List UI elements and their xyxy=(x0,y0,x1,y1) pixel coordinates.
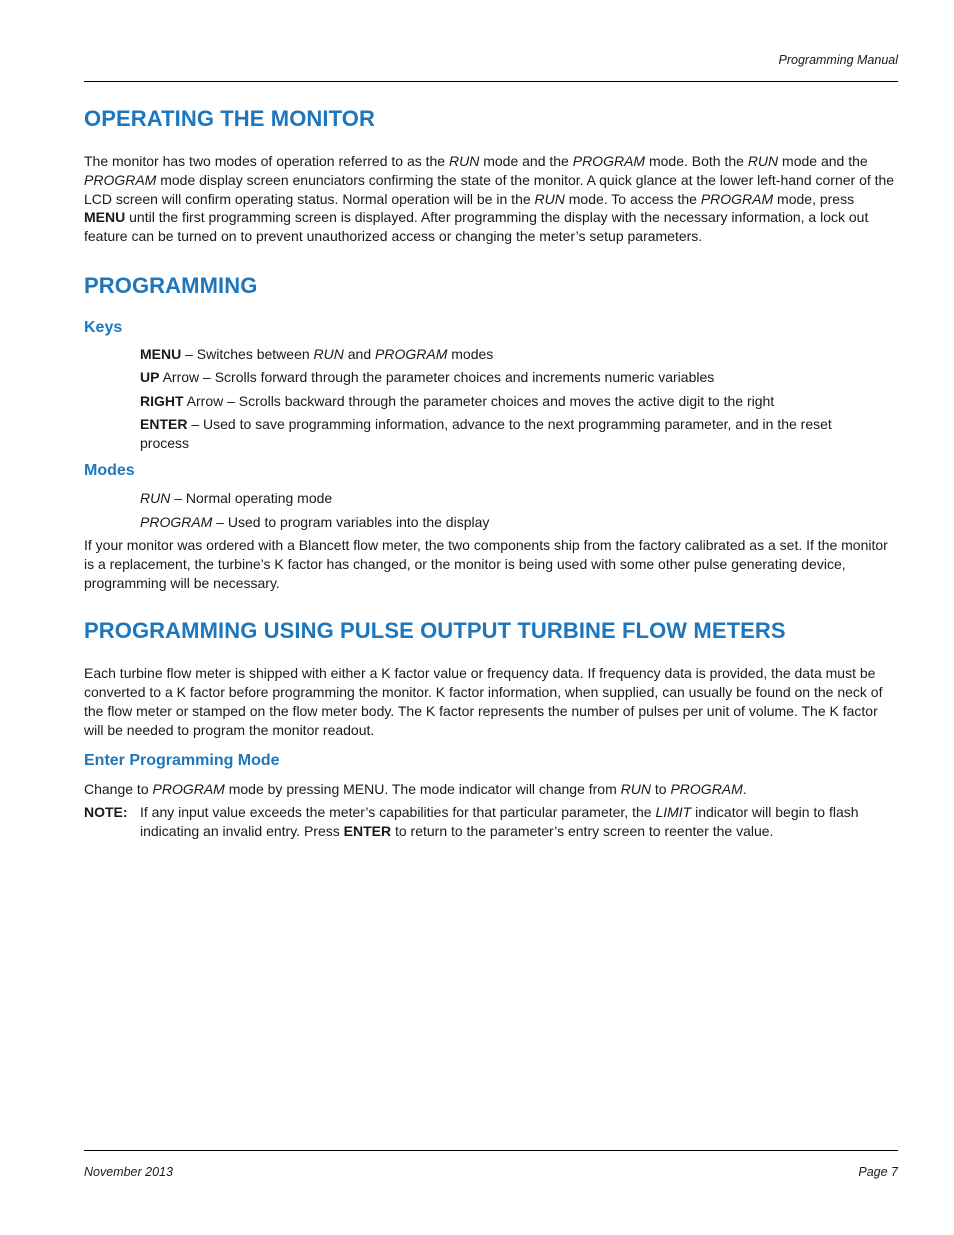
note-block xyxy=(84,803,898,841)
operating-paragraph: The monitor has two modes of operation referred to as the RUN mode and the PROGRAM mode. Both the RUN mode and the PROGRAM mode display screen enunciators confirming the state of the monitor. A quick glance at the lower left-hand corner of the LCD screen will confirm operating status. Normal operation will be in the RUN mode. To access the PROGRAM mode, press MENU until the first programming screen is displayed. After programming the display with the necessary information, a lock out feature can be turned on to prevent unauthorized access or changing the meter’s setup parameters. xyxy=(84,153,895,245)
header-rule xyxy=(84,81,898,82)
running-header: Programming Manual xyxy=(778,53,898,67)
page-number: Page 7 xyxy=(858,1165,898,1179)
enter-mode-paragraph: Change to PROGRAM mode by pressing MENU. The mode indicator will change from RUN to PROGRAM. xyxy=(84,780,747,797)
key-enter: ENTER – Used to save programming information, advance to the next programming parameter, and in the reset process xyxy=(140,415,832,451)
turbine-paragraph: Each turbine flow meter is shipped with either a K factor value or frequency data. If frequency data is provided, the data must be converted to a K factor before programming the monitor. K factor information, when supplied, can usually be found on the neck of the flow meter or stamped on the flow meter body. The K factor represents the number of pulses per unit of volume. The K factor will be needed to program the monitor readout. xyxy=(84,665,883,738)
page-content xyxy=(84,104,898,841)
heading-keys: Keys xyxy=(84,318,123,336)
heading-pulse-output-turbine: PROGRAMMING USING PULSE OUTPUT TURBINE FLOW METERS xyxy=(84,618,786,644)
footer-date: November 2013 xyxy=(84,1165,173,1179)
footer-rule xyxy=(84,1150,898,1151)
mode-program: PROGRAM – Used to program variables into the display xyxy=(140,513,490,530)
heading-enter-programming-mode: Enter Programming Mode xyxy=(84,751,280,769)
heading-programming: PROGRAMMING xyxy=(84,272,258,298)
heading-modes: Modes xyxy=(84,462,135,480)
document-page xyxy=(84,0,898,1235)
note-text: If any input value exceeds the meter’s capabilities for that particular parameter, the LIMIT indicator will begin to flash indicating an invalid entry. Press ENTER to return to the parameter’s entry screen to reenter the value. xyxy=(140,803,859,839)
mode-run: RUN – Normal operating mode xyxy=(140,490,333,507)
programming-paragraph: If your monitor was ordered with a Blancett flow meter, the two components ship from the factory calibrated as a set. If the monitor is a replacement, the turbine’s K factor has changed, or the monitor is being used with some other pulse generating device, programming will be necessary. xyxy=(84,537,888,591)
key-up: UP Arrow – Scrolls forward through the parameter choices and increments numeric variables xyxy=(140,369,715,386)
key-right: RIGHT Arrow – Scrolls backward through the parameter choices and moves the active digit to the right xyxy=(140,392,775,409)
note-label: NOTE: xyxy=(84,803,128,820)
key-menu: MENU – Switches between RUN and PROGRAM modes xyxy=(140,345,494,362)
heading-operating-the-monitor: OPERATING THE MONITOR xyxy=(84,106,375,131)
